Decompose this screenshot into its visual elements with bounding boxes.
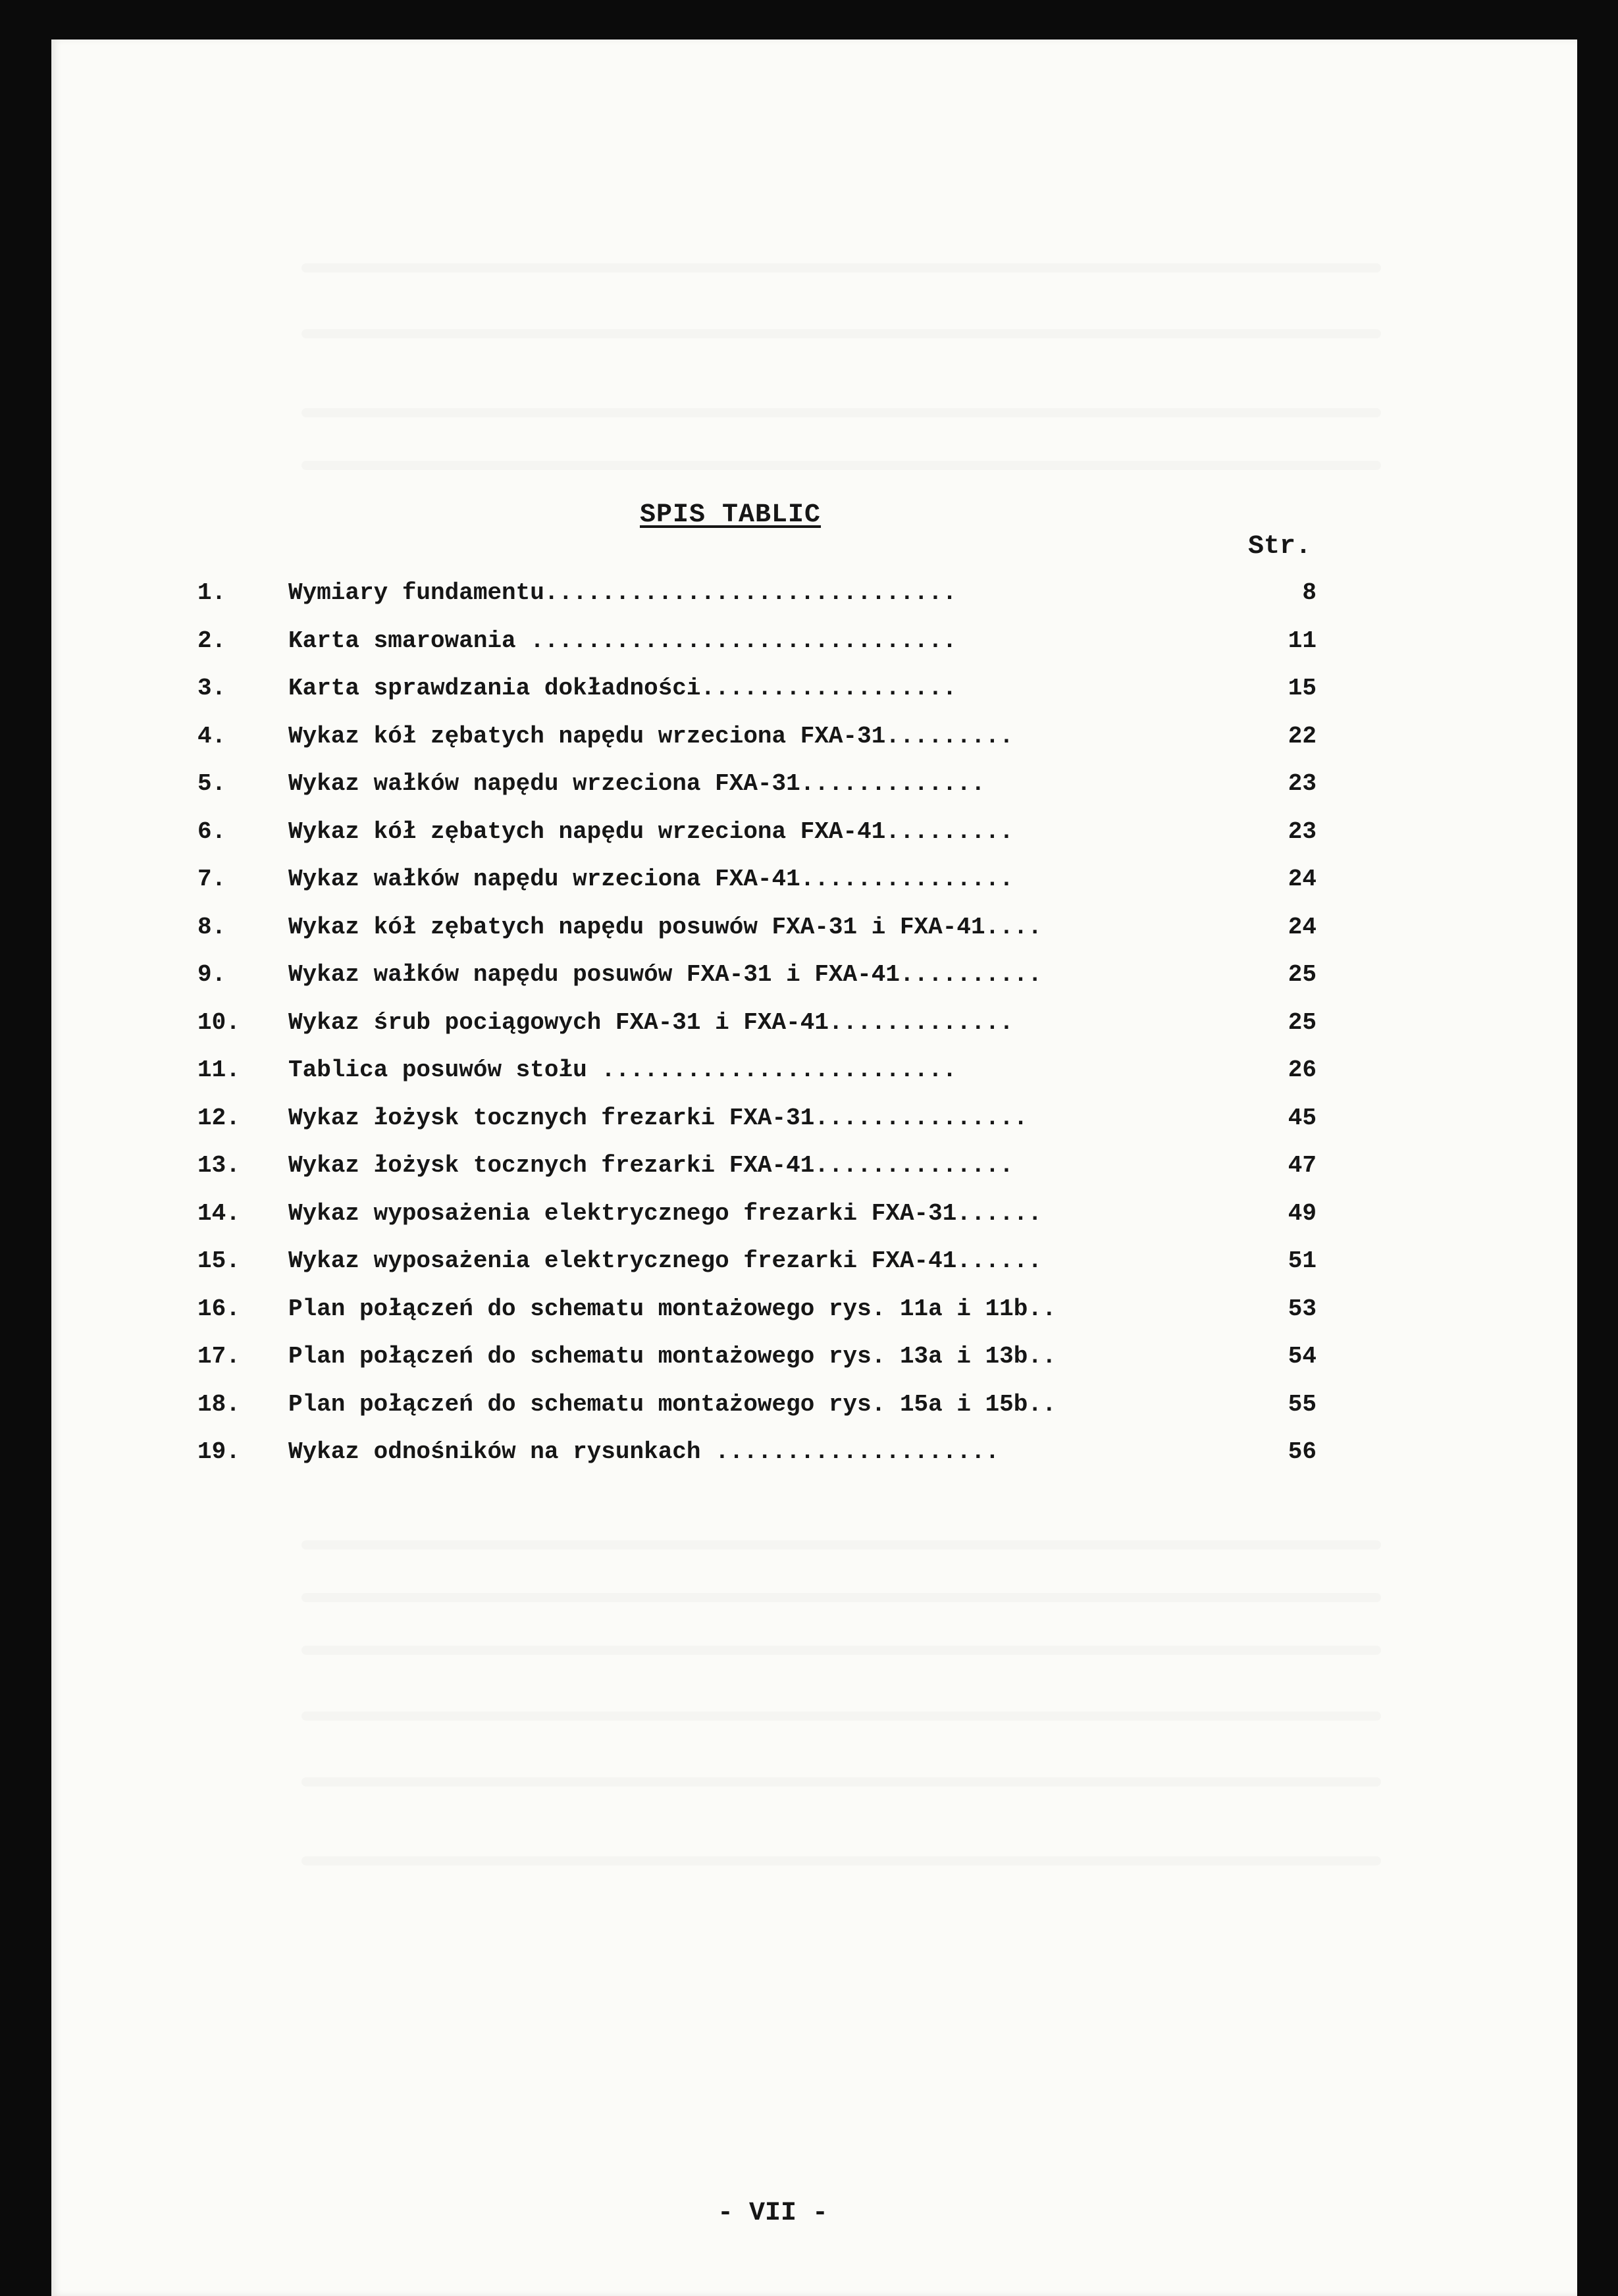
list-item [197,1057,1317,1105]
entry-page: 15 [1288,675,1317,702]
entry-page: 51 [1288,1247,1317,1274]
entry-number: 14. [197,1199,240,1227]
list-item [197,1105,1317,1153]
entry-page: 24 [1288,866,1317,893]
entry-title: Wykaz wyposażenia elektrycznego frezarki FXA-31...... [288,1199,1042,1227]
entry-title: Wykaz śrub pociągowych FXA-31 i FXA-41............. [288,1008,1014,1036]
entry-number: 17. [197,1343,240,1370]
entry-title: Wykaz wałków napędu posuwów FXA-31 i FXA-41.......... [288,961,1042,988]
entry-number: 2. [197,627,226,654]
entry-number: 12. [197,1104,240,1132]
list-item [197,675,1317,723]
list-item [197,723,1317,771]
list-item [197,818,1317,866]
entry-number: 8. [197,913,226,941]
entry-number: 4. [197,722,226,750]
entry-number: 11. [197,1057,240,1083]
entry-number: 7. [197,866,226,893]
entry-page: 49 [1288,1199,1317,1227]
entry-number: 13. [197,1152,240,1179]
entry-title: Wykaz wyposażenia elektrycznego frezarki FXA-41...... [288,1247,1042,1274]
entry-page: 45 [1288,1104,1317,1132]
entry-number: 10. [197,1008,240,1036]
entry-title: Wykaz kół zębatych napędu wrzeciona FXA-31......... [288,722,1014,750]
list-item [197,1152,1317,1200]
entry-title: Wykaz łożysk tocznych frezarki FXA-31............... [288,1104,1028,1132]
entry-page: 54 [1288,1343,1317,1370]
list-item [197,1295,1317,1344]
list-item [197,770,1317,818]
entry-page: 25 [1288,1008,1317,1036]
entry-title: Wymiary fundamentu............................. [288,579,957,606]
table-list [197,579,1317,1486]
entry-page: 56 [1288,1438,1317,1465]
list-item [197,579,1317,627]
entry-title: Plan połączeń do schematu montażowego rys. 15a i 15b.. [288,1390,1057,1418]
list-item [197,1391,1317,1439]
entry-page: 53 [1288,1295,1317,1322]
entry-title: Wykaz łożysk tocznych frezarki FXA-41.............. [288,1152,1014,1179]
list-item [197,961,1317,1009]
entry-page: 25 [1288,961,1317,988]
list-item [197,1343,1317,1391]
entry-title: Plan połączeń do schematu montażowego rys. 11a i 11b.. [288,1295,1057,1322]
list-item [197,866,1317,914]
entry-number: 18. [197,1390,240,1418]
entry-number: 5. [197,770,226,797]
entry-number: 6. [197,818,226,845]
entry-number: 9. [197,961,226,988]
entry-title: Wykaz odnośników na rysunkach .................... [288,1438,1000,1465]
entry-number: 19. [197,1438,240,1465]
list-item [197,1438,1317,1486]
entry-page: 23 [1288,770,1317,797]
entry-number: 3. [197,675,226,702]
entry-title: Karta sprawdzania dokładności.................. [288,675,957,702]
list-item [197,1247,1317,1295]
entry-number: 16. [197,1295,240,1322]
entry-title: Plan połączeń do schematu montażowego rys. 13a i 13b.. [288,1343,1057,1370]
list-item [197,1200,1317,1248]
entry-title: Wykaz kół zębatych napędu posuwów FXA-31 i FXA-41.... [288,913,1042,941]
page-number: - VII - [718,2199,829,2228]
entry-page: 55 [1288,1390,1317,1418]
list-item [197,914,1317,962]
list-item [197,1009,1317,1057]
page-column-header: Str. [1248,532,1312,561]
entry-title: Wykaz wałków napędu wrzeciona FXA-31............. [288,770,985,797]
list-item [197,627,1317,675]
entry-page: 22 [1288,722,1317,750]
entry-number: 15. [197,1247,240,1274]
entry-page: 11 [1288,627,1317,654]
entry-title: Tablica posuwów stołu ......................... [288,1057,957,1083]
entry-page: 24 [1288,913,1317,941]
entry-title: Wykaz wałków napędu wrzeciona FXA-41............... [288,866,1014,893]
entry-page: 8 [1302,579,1317,606]
entry-title: Wykaz kół zębatych napędu wrzeciona FXA-41......... [288,818,1014,845]
page-title: SPIS TABLIC [640,500,822,530]
entry-page: 23 [1288,818,1317,845]
entry-page: 26 [1288,1057,1317,1083]
entry-number: 1. [197,579,226,606]
entry-page: 47 [1288,1152,1317,1179]
entry-title: Karta smarowania .............................. [288,627,957,654]
